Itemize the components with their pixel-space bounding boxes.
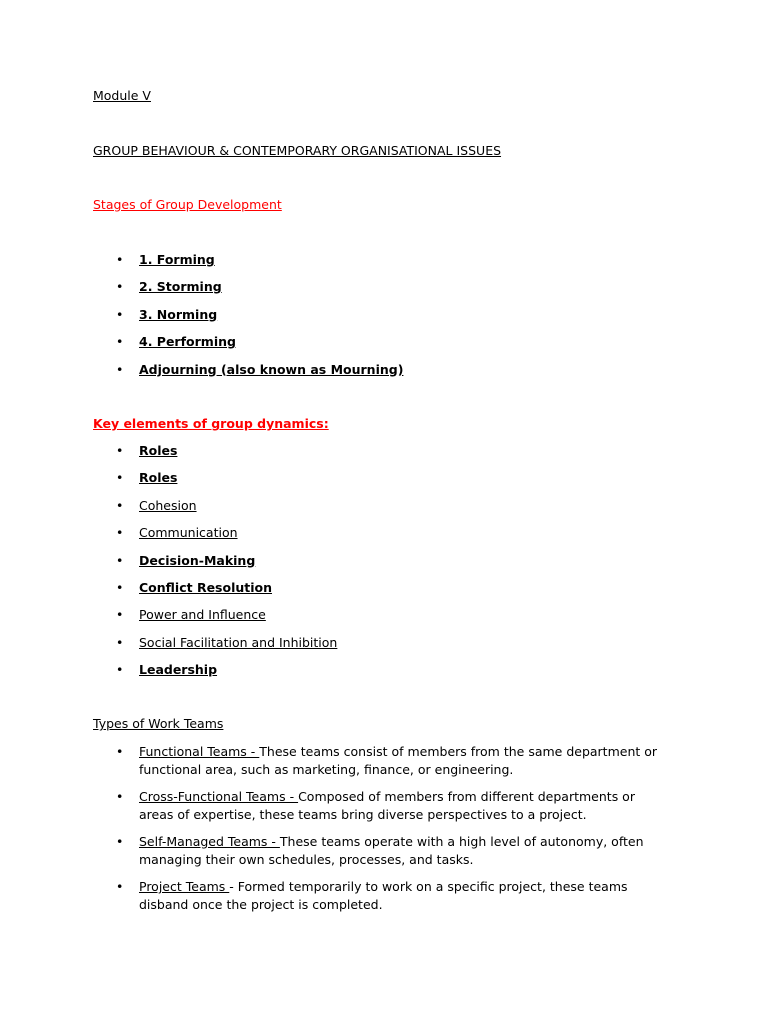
bullet-icon: • — [116, 497, 124, 513]
bullet-icon: • — [116, 579, 124, 595]
bullet-icon: • — [116, 552, 124, 568]
list-item — [93, 878, 673, 914]
dynamics-list — [93, 443, 337, 690]
list-item — [93, 662, 337, 689]
stage-label: 2. Storming — [139, 279, 222, 295]
bullet-icon: • — [116, 361, 124, 377]
bullet-icon: • — [116, 252, 124, 267]
list-item — [93, 580, 337, 607]
bullet-icon: • — [116, 443, 124, 458]
list-item — [93, 635, 337, 662]
list-item — [93, 498, 337, 525]
list-item — [93, 833, 673, 869]
list-item — [93, 470, 337, 497]
element-label: Conflict Resolution — [139, 579, 273, 595]
list-item — [93, 607, 337, 634]
team-description: - Formed temporarily to work on a specific project, these teams disband once the project is completed. — [139, 879, 628, 912]
element-label: Roles — [139, 443, 178, 458]
list-item — [93, 334, 403, 361]
list-item — [93, 252, 403, 279]
bullet-icon: • — [116, 470, 124, 486]
stages-list — [93, 252, 403, 389]
teams-heading: Types of Work Teams — [93, 716, 224, 731]
team-description: Composed of members from different departments or areas of expertise, these teams bring diverse perspectives to a project. — [139, 789, 635, 822]
list-item — [93, 743, 673, 779]
bullet-icon: • — [116, 789, 124, 804]
team-term: Self-Managed Teams - — [139, 834, 280, 849]
bullet-icon: • — [116, 279, 124, 295]
team-description: These teams operate with a high level of autonomy, often managing their own schedules, processes, and tasks. — [139, 834, 644, 867]
element-label: Communication — [139, 525, 238, 541]
team-term: Functional Teams - — [139, 744, 260, 759]
stage-label: Adjourning (also known as Mourning) — [139, 361, 404, 377]
bullet-icon: • — [116, 834, 124, 849]
team-term: Cross-Functional Teams - — [139, 789, 299, 804]
element-label: Cohesion — [139, 497, 197, 513]
list-item — [93, 279, 403, 306]
element-label: Power and Influence — [139, 607, 266, 623]
stage-label: 4. Performing — [139, 334, 236, 350]
bullet-icon: • — [116, 334, 124, 350]
element-label: Roles — [139, 470, 178, 486]
bullet-icon: • — [116, 879, 124, 894]
element-label: Decision-Making — [139, 552, 256, 568]
bullet-icon: • — [116, 662, 124, 678]
dynamics-heading: Key elements of group dynamics: — [93, 416, 329, 431]
list-item — [93, 553, 337, 580]
list-item — [93, 443, 337, 470]
list-item — [93, 788, 673, 824]
team-description: These teams consist of members from the same department or functional area, such as marketing, finance, or engineering. — [139, 744, 658, 777]
element-label: Leadership — [139, 662, 218, 678]
bullet-icon: • — [116, 306, 124, 322]
stage-label: 1. Forming — [139, 252, 215, 267]
module-title: Module V — [93, 88, 151, 103]
bullet-icon: • — [116, 634, 124, 650]
teams-list — [93, 743, 673, 923]
list-item — [93, 362, 403, 389]
stage-label: 3. Norming — [139, 306, 218, 322]
bullet-icon: • — [116, 607, 124, 623]
element-label: Social Facilitation and Inhibition — [139, 634, 338, 650]
list-item — [93, 525, 337, 552]
list-item — [93, 307, 403, 334]
team-term: Project Teams — [139, 879, 230, 894]
bullet-icon: • — [116, 525, 124, 541]
stages-heading: Stages of Group Development — [93, 197, 282, 212]
bullet-icon: • — [116, 744, 124, 759]
section-title: GROUP BEHAVIOUR & CONTEMPORARY ORGANISATIONAL ISSUES — [93, 143, 502, 158]
